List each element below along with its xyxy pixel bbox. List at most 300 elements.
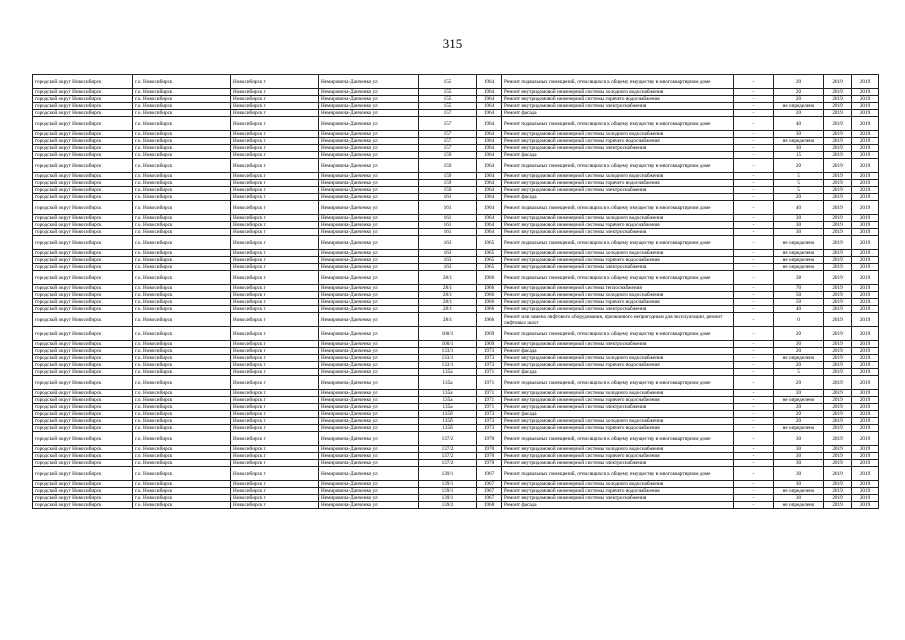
cell-municipality: г.о. Новосибирск	[133, 453, 231, 460]
cell-volume: 40	[774, 117, 824, 131]
cell-locality: Новосибирск г	[231, 467, 319, 481]
cell-locality: Новосибирск г	[231, 341, 319, 348]
cell-municipality: г.о. Новосибирск	[133, 460, 231, 467]
cell-work-type: Ремонт внутридомовой инженерной системы холодного водоснабжения	[502, 481, 734, 488]
cell-unit: -	[734, 257, 774, 264]
cell-year-start: 2019	[824, 131, 852, 138]
table-row	[33, 362, 879, 369]
cell-year-built: 1964	[477, 110, 502, 117]
cell-unit: -	[734, 299, 774, 306]
table-row	[33, 369, 879, 376]
cell-year-built: 1966	[477, 313, 502, 327]
table-row	[33, 131, 879, 138]
cell-work-type: Ремонт внутридомовой инженерной системы горячего водоснабжения	[502, 488, 734, 495]
cell-volume: 20	[774, 376, 824, 390]
cell-street: Немировича-Данченко ул	[319, 299, 419, 306]
cell-volume: 40	[774, 306, 824, 313]
cell-district: городской округ Новосибирск	[33, 236, 133, 250]
cell-volume: 30	[774, 215, 824, 222]
cell-volume: 20	[774, 194, 824, 201]
cell-work-type: Ремонт подвальных помещений, относящихся к общему имуществу в многоквартирном доме	[502, 467, 734, 481]
cell-year-start: 2019	[824, 306, 852, 313]
cell-locality: Новосибирск г	[231, 495, 319, 502]
cell-year-built: 1973	[477, 355, 502, 362]
cell-house: 28/1	[419, 292, 477, 299]
cell-street: Немировича-Данченко ул	[319, 481, 419, 488]
cell-municipality: г.о. Новосибирск	[133, 341, 231, 348]
cell-year-end: 2019	[852, 376, 879, 390]
cell-unit: -	[734, 488, 774, 495]
cell-year-end: 2019	[852, 411, 879, 418]
cell-municipality: г.о. Новосибирск	[133, 467, 231, 481]
cell-house: 135а	[419, 376, 477, 390]
cell-house: 135б	[419, 425, 477, 432]
cell-work-type: Ремонт внутридомовой инженерной системы горячего водоснабжения	[502, 362, 734, 369]
cell-house: 139/1	[419, 488, 477, 495]
cell-house: 28/1	[419, 313, 477, 327]
cell-year-built: 1965	[477, 236, 502, 250]
cell-unit: -	[734, 432, 774, 446]
cell-unit: -	[734, 411, 774, 418]
cell-year-built: 1964	[477, 187, 502, 194]
cell-locality: Новосибирск г	[231, 327, 319, 341]
cell-volume: 30	[774, 229, 824, 236]
cell-year-start: 2019	[824, 285, 852, 292]
cell-volume: не определено	[774, 264, 824, 271]
table-row	[33, 495, 879, 502]
cell-house: 159	[419, 173, 477, 180]
cell-year-end: 2019	[852, 313, 879, 327]
table-row	[33, 187, 879, 194]
cell-volume: 50	[774, 292, 824, 299]
cell-year-start: 2019	[824, 502, 852, 509]
cell-work-type: Ремонт внутридомовой инженерной системы электроснабжения	[502, 145, 734, 152]
cell-house: 163	[419, 236, 477, 250]
cell-unit: -	[734, 397, 774, 404]
cell-year-end: 2019	[852, 432, 879, 446]
cell-volume: 15	[774, 152, 824, 159]
cell-year-built: 1966	[477, 285, 502, 292]
cell-municipality: г.о. Новосибирск	[133, 250, 231, 257]
cell-year-end: 2019	[852, 194, 879, 201]
cell-year-built: 1964	[477, 180, 502, 187]
cell-district: городской округ Новосибирск	[33, 117, 133, 131]
cell-year-built: 1971	[477, 369, 502, 376]
cell-house: 135б	[419, 418, 477, 425]
cell-year-built: 1964	[477, 229, 502, 236]
cell-house: 155	[419, 96, 477, 103]
cell-street: Немировича-Данченко ул	[319, 215, 419, 222]
cell-volume: 30	[774, 446, 824, 453]
cell-volume: 30	[774, 453, 824, 460]
cell-volume: 20	[774, 362, 824, 369]
cell-unit: -	[734, 481, 774, 488]
cell-year-start: 2019	[824, 89, 852, 96]
cell-municipality: г.о. Новосибирск	[133, 362, 231, 369]
cell-house: 159	[419, 159, 477, 173]
cell-municipality: г.о. Новосибирск	[133, 173, 231, 180]
cell-year-end: 2019	[852, 460, 879, 467]
table-row	[33, 446, 879, 453]
cell-year-start: 2019	[824, 313, 852, 327]
cell-work-type: Ремонт внутридомовой инженерной системы теплоснабжения	[502, 285, 734, 292]
cell-district: городской округ Новосибирск	[33, 229, 133, 236]
cell-year-start: 2019	[824, 460, 852, 467]
cell-year-built: 1971	[477, 376, 502, 390]
cell-year-built: 1965	[477, 264, 502, 271]
cell-year-start: 2019	[824, 138, 852, 145]
cell-municipality: г.о. Новосибирск	[133, 229, 231, 236]
cell-locality: Новосибирск г	[231, 96, 319, 103]
cell-municipality: г.о. Новосибирск	[133, 264, 231, 271]
cell-district: городской округ Новосибирск	[33, 285, 133, 292]
cell-year-built: 1964	[477, 222, 502, 229]
cell-locality: Новосибирск г	[231, 390, 319, 397]
cell-unit: -	[734, 341, 774, 348]
cell-year-end: 2019	[852, 502, 879, 509]
cell-district: городской округ Новосибирск	[33, 453, 133, 460]
cell-work-type: Ремонт внутридомовой инженерной системы холодного водоснабжения	[502, 292, 734, 299]
cell-unit: -	[734, 453, 774, 460]
table-row	[33, 488, 879, 495]
cell-municipality: г.о. Новосибирск	[133, 397, 231, 404]
cell-year-built: 1964	[477, 89, 502, 96]
table-row	[33, 404, 879, 411]
cell-street: Немировича-Данченко ул	[319, 495, 419, 502]
cell-municipality: г.о. Новосибирск	[133, 376, 231, 390]
cell-year-built: 1969	[477, 341, 502, 348]
cell-work-type: Ремонт внутридомовой инженерной системы холодного водоснабжения	[502, 89, 734, 96]
cell-street: Немировича-Данченко ул	[319, 187, 419, 194]
cell-locality: Новосибирск г	[231, 362, 319, 369]
cell-district: городской округ Новосибирск	[33, 390, 133, 397]
table-row	[33, 425, 879, 432]
cell-house: 161	[419, 215, 477, 222]
cell-district: городской округ Новосибирск	[33, 187, 133, 194]
cell-district: городской округ Новосибирск	[33, 138, 133, 145]
cell-year-start: 2019	[824, 110, 852, 117]
cell-house: 161	[419, 229, 477, 236]
cell-locality: Новосибирск г	[231, 173, 319, 180]
cell-work-type: Ремонт подвальных помещений, относящихся к общему имуществу в многоквартирном доме	[502, 201, 734, 215]
cell-volume: 30	[774, 481, 824, 488]
cell-street: Немировича-Данченко ул	[319, 131, 419, 138]
cell-year-start: 2019	[824, 418, 852, 425]
cell-unit: -	[734, 89, 774, 96]
cell-unit: -	[734, 285, 774, 292]
cell-municipality: г.о. Новосибирск	[133, 495, 231, 502]
cell-street: Немировича-Данченко ул	[319, 194, 419, 201]
cell-year-start: 2019	[824, 96, 852, 103]
cell-district: городской округ Новосибирск	[33, 257, 133, 264]
cell-locality: Новосибирск г	[231, 306, 319, 313]
cell-work-type: Ремонт внутридомовой инженерной системы холодного водоснабжения	[502, 390, 734, 397]
cell-house: 133/1	[419, 362, 477, 369]
table-row	[33, 313, 879, 327]
table-row	[33, 201, 879, 215]
cell-district: городской округ Новосибирск	[33, 425, 133, 432]
cell-municipality: г.о. Новосибирск	[133, 152, 231, 159]
cell-year-built: 1964	[477, 75, 502, 89]
cell-year-end: 2019	[852, 285, 879, 292]
cell-year-built: 1964	[477, 215, 502, 222]
cell-municipality: г.о. Новосибирск	[133, 103, 231, 110]
cell-year-built: 1973	[477, 425, 502, 432]
table-row	[33, 110, 879, 117]
cell-street: Немировича-Данченко ул	[319, 467, 419, 481]
cell-street: Немировича-Данченко ул	[319, 502, 419, 509]
table-row	[33, 236, 879, 250]
cell-year-end: 2019	[852, 327, 879, 341]
cell-year-end: 2019	[852, 96, 879, 103]
cell-house: 159	[419, 152, 477, 159]
cell-volume: не определено	[774, 425, 824, 432]
cell-municipality: г.о. Новосибирск	[133, 110, 231, 117]
cell-locality: Новосибирск г	[231, 411, 319, 418]
cell-unit: -	[734, 292, 774, 299]
cell-year-start: 2019	[824, 355, 852, 362]
cell-year-end: 2019	[852, 271, 879, 285]
cell-district: городской округ Новосибирск	[33, 96, 133, 103]
cell-year-start: 2019	[824, 467, 852, 481]
cell-year-built: 1967	[477, 481, 502, 488]
cell-work-type: Ремонт внутридомовой инженерной системы горячего водоснабжения	[502, 96, 734, 103]
cell-year-start: 2019	[824, 341, 852, 348]
table-row	[33, 229, 879, 236]
cell-year-built: 1970	[477, 432, 502, 446]
table-row	[33, 390, 879, 397]
cell-volume: не определено	[774, 250, 824, 257]
cell-house: 28/1	[419, 299, 477, 306]
cell-locality: Новосибирск г	[231, 138, 319, 145]
table-row	[33, 348, 879, 355]
cell-street: Немировича-Данченко ул	[319, 271, 419, 285]
cell-locality: Новосибирск г	[231, 236, 319, 250]
cell-house: 139/1	[419, 495, 477, 502]
cell-year-end: 2019	[852, 481, 879, 488]
cell-locality: Новосибирск г	[231, 152, 319, 159]
cell-year-start: 2019	[824, 488, 852, 495]
cell-year-end: 2019	[852, 348, 879, 355]
cell-work-type: Ремонт подвальных помещений, относящихся к общему имуществу в многоквартирном доме	[502, 117, 734, 131]
cell-year-start: 2019	[824, 348, 852, 355]
cell-house: 157	[419, 117, 477, 131]
cell-municipality: г.о. Новосибирск	[133, 446, 231, 453]
cell-house: 157	[419, 131, 477, 138]
cell-year-start: 2019	[824, 222, 852, 229]
cell-unit: -	[734, 404, 774, 411]
cell-volume: не определено	[774, 103, 824, 110]
cell-unit: -	[734, 194, 774, 201]
cell-year-built: 1965	[477, 257, 502, 264]
cell-district: городской округ Новосибирск	[33, 89, 133, 96]
cell-locality: Новосибирск г	[231, 117, 319, 131]
cell-district: городской округ Новосибирск	[33, 103, 133, 110]
cell-work-type: Ремонт или замена лифтового оборудования, признанного непригодным для эксплуатации, ремонт лифтовых шахт	[502, 313, 734, 327]
cell-district: городской округ Новосибирск	[33, 292, 133, 299]
cell-unit: -	[734, 201, 774, 215]
cell-district: городской округ Новосибирск	[33, 341, 133, 348]
cell-municipality: г.о. Новосибирск	[133, 411, 231, 418]
cell-work-type: Ремонт внутридомовой инженерной системы горячего водоснабжения	[502, 138, 734, 145]
cell-volume: 30	[774, 222, 824, 229]
cell-year-end: 2019	[852, 145, 879, 152]
cell-street: Немировича-Данченко ул	[319, 411, 419, 418]
cell-street: Немировича-Данченко ул	[319, 103, 419, 110]
cell-year-start: 2019	[824, 187, 852, 194]
cell-work-type: Ремонт подвальных помещений, относящихся к общему имуществу в многоквартирном доме	[502, 236, 734, 250]
cell-district: городской округ Новосибирск	[33, 222, 133, 229]
cell-house: 133/1	[419, 355, 477, 362]
cell-street: Немировича-Данченко ул	[319, 313, 419, 327]
cell-street: Немировича-Данченко ул	[319, 425, 419, 432]
table-row	[33, 271, 879, 285]
cell-district: городской округ Новосибирск	[33, 75, 133, 89]
cell-house: 100/1	[419, 341, 477, 348]
cell-year-start: 2019	[824, 264, 852, 271]
cell-year-end: 2019	[852, 488, 879, 495]
cell-municipality: г.о. Новосибирск	[133, 159, 231, 173]
cell-year-start: 2019	[824, 103, 852, 110]
cell-house: 163	[419, 264, 477, 271]
cell-municipality: г.о. Новосибирск	[133, 292, 231, 299]
table-row	[33, 145, 879, 152]
table-row	[33, 481, 879, 488]
cell-municipality: г.о. Новосибирск	[133, 285, 231, 292]
cell-district: городской округ Новосибирск	[33, 404, 133, 411]
cell-district: городской округ Новосибирск	[33, 502, 133, 509]
cell-year-start: 2019	[824, 180, 852, 187]
cell-house: 163	[419, 250, 477, 257]
table-row	[33, 194, 879, 201]
cell-work-type: Ремонт фасада	[502, 411, 734, 418]
cell-house: 135а	[419, 404, 477, 411]
cell-locality: Новосибирск г	[231, 180, 319, 187]
cell-street: Немировича-Данченко ул	[319, 446, 419, 453]
table-row	[33, 467, 879, 481]
cell-year-built: 1970	[477, 446, 502, 453]
cell-locality: Новосибирск г	[231, 103, 319, 110]
cell-volume: 30	[774, 460, 824, 467]
cell-municipality: г.о. Новосибирск	[133, 96, 231, 103]
cell-year-start: 2019	[824, 362, 852, 369]
cell-work-type: Ремонт подвальных помещений, относящихся к общему имуществу в многоквартирном доме	[502, 432, 734, 446]
cell-year-end: 2019	[852, 215, 879, 222]
cell-year-built: 1964	[477, 96, 502, 103]
table-row	[33, 159, 879, 173]
cell-locality: Новосибирск г	[231, 222, 319, 229]
cell-unit: -	[734, 96, 774, 103]
cell-year-end: 2019	[852, 306, 879, 313]
cell-municipality: г.о. Новосибирск	[133, 271, 231, 285]
cell-locality: Новосибирск г	[231, 299, 319, 306]
cell-district: городской округ Новосибирск	[33, 369, 133, 376]
cell-district: городской округ Новосибирск	[33, 110, 133, 117]
cell-district: городской округ Новосибирск	[33, 264, 133, 271]
cell-year-end: 2019	[852, 222, 879, 229]
cell-unit: -	[734, 145, 774, 152]
cell-street: Немировича-Данченко ул	[319, 355, 419, 362]
cell-street: Немировича-Данченко ул	[319, 341, 419, 348]
cell-unit: -	[734, 327, 774, 341]
cell-locality: Новосибирск г	[231, 271, 319, 285]
cell-unit: -	[734, 348, 774, 355]
cell-work-type: Ремонт внутридомовой инженерной системы электроснабжения	[502, 460, 734, 467]
cell-unit: -	[734, 418, 774, 425]
cell-year-end: 2019	[852, 180, 879, 187]
cell-locality: Новосибирск г	[231, 75, 319, 89]
cell-district: городской округ Новосибирск	[33, 362, 133, 369]
cell-locality: Новосибирск г	[231, 229, 319, 236]
cell-district: городской округ Новосибирск	[33, 194, 133, 201]
cell-locality: Новосибирск г	[231, 313, 319, 327]
cell-house: 157	[419, 138, 477, 145]
cell-locality: Новосибирск г	[231, 159, 319, 173]
table-row	[33, 264, 879, 271]
cell-municipality: г.о. Новосибирск	[133, 117, 231, 131]
cell-work-type: Ремонт внутридомовой инженерной системы электроснабжения	[502, 187, 734, 194]
cell-volume: 30	[774, 341, 824, 348]
cell-street: Немировича-Данченко ул	[319, 397, 419, 404]
cell-district: городской округ Новосибирск	[33, 481, 133, 488]
cell-street: Немировича-Данченко ул	[319, 362, 419, 369]
cell-locality: Новосибирск г	[231, 446, 319, 453]
cell-municipality: г.о. Новосибирск	[133, 369, 231, 376]
cell-volume: 20	[774, 159, 824, 173]
cell-year-start: 2019	[824, 292, 852, 299]
cell-locality: Новосибирск г	[231, 285, 319, 292]
cell-year-start: 2019	[824, 215, 852, 222]
cell-street: Немировича-Данченко ул	[319, 89, 419, 96]
cell-work-type: Ремонт внутридомовой инженерной системы электроснабжения	[502, 404, 734, 411]
cell-work-type: Ремонт фасада	[502, 369, 734, 376]
cell-work-type: Ремонт подвальных помещений, относящихся к общему имуществу в многоквартирном доме	[502, 75, 734, 89]
cell-year-end: 2019	[852, 236, 879, 250]
capital-repair-table	[32, 74, 879, 509]
cell-unit: -	[734, 138, 774, 145]
cell-year-start: 2019	[824, 453, 852, 460]
cell-street: Немировича-Данченко ул	[319, 201, 419, 215]
cell-volume: 30	[774, 145, 824, 152]
cell-volume: не определено	[774, 502, 824, 509]
cell-work-type: Ремонт внутридомовой инженерной системы горячего водоснабжения	[502, 397, 734, 404]
cell-locality: Новосибирск г	[231, 376, 319, 390]
cell-year-end: 2019	[852, 257, 879, 264]
cell-year-end: 2019	[852, 425, 879, 432]
cell-year-end: 2019	[852, 117, 879, 131]
cell-municipality: г.о. Новосибирск	[133, 89, 231, 96]
cell-unit: -	[734, 313, 774, 327]
cell-work-type: Ремонт внутридомовой инженерной системы горячего водоснабжения	[502, 180, 734, 187]
cell-district: городской округ Новосибирск	[33, 495, 133, 502]
cell-volume: 20	[774, 348, 824, 355]
cell-year-start: 2019	[824, 376, 852, 390]
cell-locality: Новосибирск г	[231, 264, 319, 271]
cell-volume: не определено	[774, 397, 824, 404]
cell-unit: -	[734, 131, 774, 138]
cell-work-type: Ремонт внутридомовой инженерной системы холодного водоснабжения	[502, 355, 734, 362]
cell-volume: 20	[774, 89, 824, 96]
cell-district: городской округ Новосибирск	[33, 159, 133, 173]
cell-volume: 38	[774, 271, 824, 285]
cell-volume: 5	[774, 173, 824, 180]
cell-district: городской округ Новосибирск	[33, 397, 133, 404]
cell-year-built: 1973	[477, 411, 502, 418]
cell-unit: -	[734, 229, 774, 236]
cell-year-end: 2019	[852, 110, 879, 117]
cell-unit: -	[734, 152, 774, 159]
cell-municipality: г.о. Новосибирск	[133, 299, 231, 306]
